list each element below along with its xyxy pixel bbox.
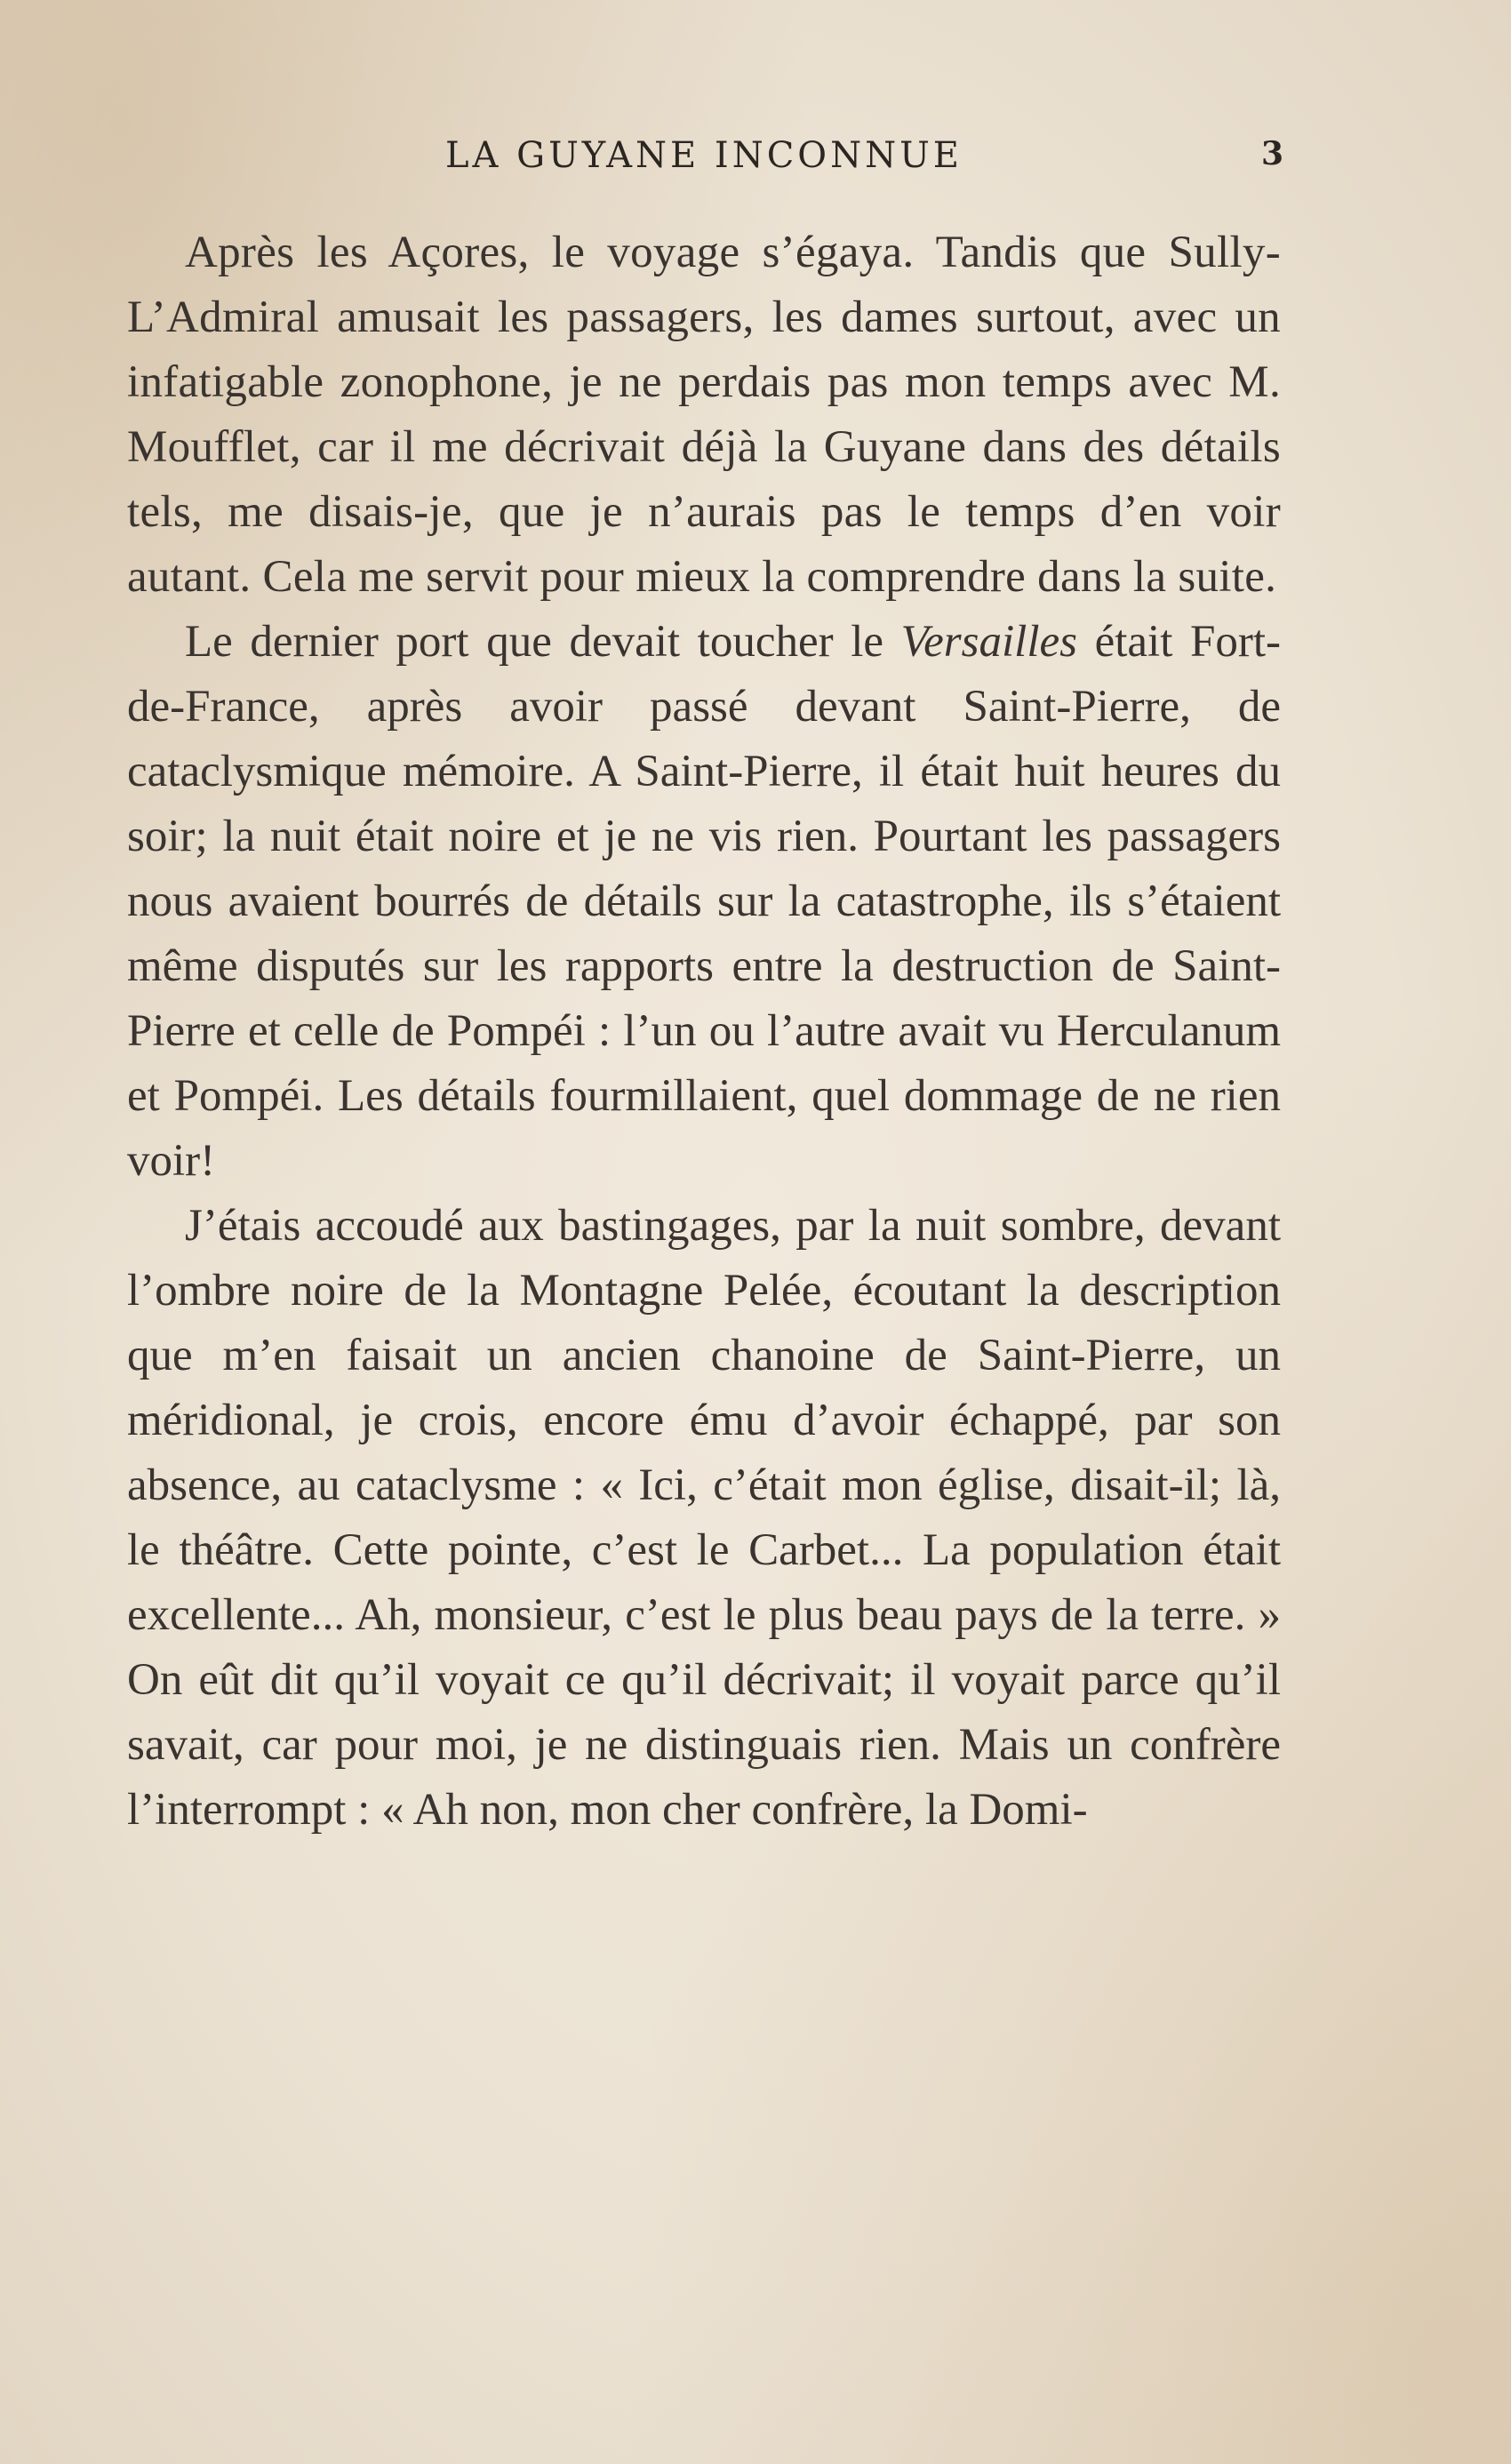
paragraph-2-before: Le dernier port que devait toucher le [185,617,901,667]
running-head [124,135,1283,188]
ship-name-italic: Versailles [900,617,1077,667]
paragraph-2 [127,610,1281,1194]
page-number: 3 [1260,135,1283,172]
running-title: LA GUYANE INCONNUE [444,135,963,176]
body-text [127,220,1281,1843]
paragraph-2-after: était Fort-de-France, après avoir passé devant Saint-Pierre, de cataclysmique mémoire. A Saint-Pierre, il était huit heures du soir; la nuit était noire et je ne vis rien. Pourtant les passagers nous avaient bourrés de détails sur la catastrophe, ils s’étaient même disputés sur les rapports entre la destruction de Saint-Pierre et celle de Pompéi : l’un ou l’autre avait vu Herculanum et Pompéi. Les détails fourmillaient, quel dommage de ne rien voir! [127,617,1281,1186]
paragraph-3: J’étais accoudé aux bastingages, par la nuit sombre, devant l’ombre noire de la Montagne Pelée, écoutant la description que m’en faisait un ancien chanoine de Saint-Pierre, un méridional, je crois, encore ému d’avoir échappé, par son absence, au cataclysme : « Ici, c’était mon église, disait-il; là, le théâtre. Cette pointe, c’est le Carbet... La population était excellente... Ah, monsieur, c’est le plus beau pays de la terre. » On eût dit qu’il voyait ce qu’il décrivait; il voyait parce qu’il savait, car pour moi, je ne distinguais rien. Mais un confrère l’interrompt : « Ah non, mon cher confrère, la Domi- [127,1201,1281,1835]
paragraph-1: Après les Açores, le voyage s’égaya. Tandis que Sully-L’Admiral amusait les passagers, les dames surtout, avec un infatigable zonophone, je ne perdais pas mon temps avec M. Moufflet, car il me décrivait déjà la Guyane dans des détails tels, me disais-je, que je n’aurais pas le temps d’en voir autant. Cela me servit pour mieux la comprendre dans la suite. [127,228,1281,602]
